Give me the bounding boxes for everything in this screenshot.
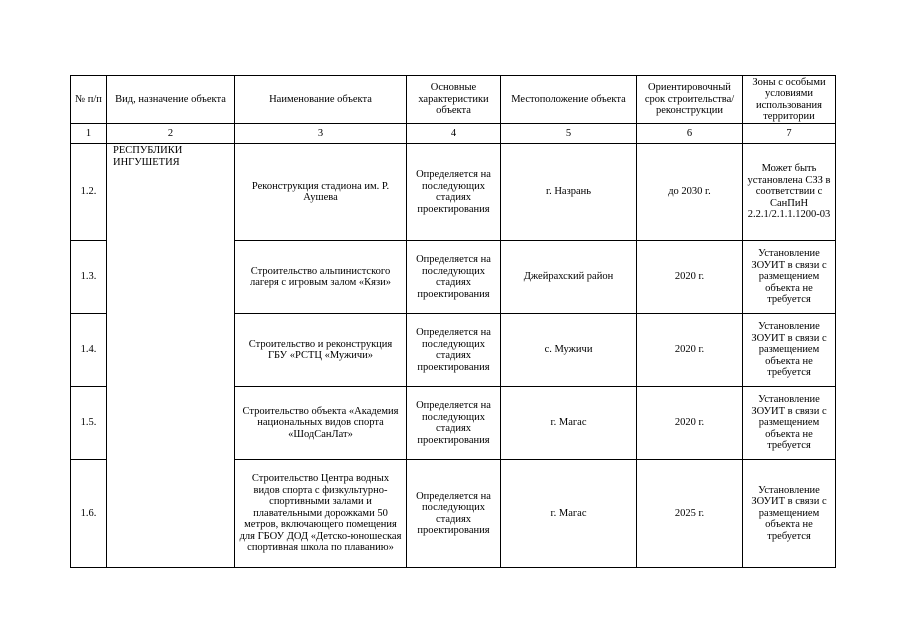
object-name: Строительство объекта «Академия национальных видов спорта «ШодСанЛат»: [235, 387, 407, 460]
object-zones: Может быть установлена СЗЗ в соответствии с СанПиН 2.2.1/2.1.1.1200-03: [743, 144, 836, 241]
column-number: 5: [501, 124, 637, 144]
column-number: 3: [235, 124, 407, 144]
object-term: 2020 г.: [637, 241, 743, 314]
column-number: 6: [637, 124, 743, 144]
header-term: Ориентировочный срок строительства/ реконструкции: [637, 76, 743, 124]
object-characteristics: Определяется на последующих стадиях проектирования: [407, 387, 501, 460]
object-zones: Установление ЗОУИТ в связи с размещением объекта не требуется: [743, 387, 836, 460]
object-term: 2020 г.: [637, 314, 743, 387]
object-location: г. Магас: [501, 387, 637, 460]
object-characteristics: Определяется на последующих стадиях проектирования: [407, 314, 501, 387]
row-number: 1.4.: [71, 314, 107, 387]
header-location: Местоположение объекта: [501, 76, 637, 124]
column-number-row: [71, 124, 836, 144]
table-row: [71, 144, 836, 241]
object-zones: Установление ЗОУИТ в связи с размещением объекта не требуется: [743, 460, 836, 568]
header-characteristics: Основные характеристики объекта: [407, 76, 501, 124]
object-location: г. Магас: [501, 460, 637, 568]
object-characteristics: Определяется на последующих стадиях проектирования: [407, 144, 501, 241]
object-term: 2025 г.: [637, 460, 743, 568]
object-characteristics: Определяется на последующих стадиях проектирования: [407, 241, 501, 314]
object-location: Джейрахский район: [501, 241, 637, 314]
header-num: № п/п: [71, 76, 107, 124]
row-number: 1.2.: [71, 144, 107, 241]
object-term: до 2030 г.: [637, 144, 743, 241]
object-term: 2020 г.: [637, 387, 743, 460]
column-number: 7: [743, 124, 836, 144]
object-name: Строительство альпинистского лагеря с игровым залом «Кязи»: [235, 241, 407, 314]
object-zones: Установление ЗОУИТ в связи с размещением объекта не требуется: [743, 241, 836, 314]
column-number: 1: [71, 124, 107, 144]
column-number: 4: [407, 124, 501, 144]
header-name: Наименование объекта: [235, 76, 407, 124]
object-location: г. Назрань: [501, 144, 637, 241]
row-number: 1.6.: [71, 460, 107, 568]
row-number: 1.3.: [71, 241, 107, 314]
object-zones: Установление ЗОУИТ в связи с размещением объекта не требуется: [743, 314, 836, 387]
object-type-cell: РЕСПУБЛИКИ ИНГУШЕТИЯ: [107, 144, 235, 568]
header-row: [71, 76, 836, 124]
row-number: 1.5.: [71, 387, 107, 460]
object-name: Строительство и реконструкция ГБУ «РСТЦ «Мужичи»: [235, 314, 407, 387]
column-number: 2: [107, 124, 235, 144]
object-location: с. Мужичи: [501, 314, 637, 387]
object-name: Строительство Центра водных видов спорта с физкультурно-спортивными залами и плавательными дорожками 50 метров, включающего помещения для ГБОУ ДОД «Детско-юношеская спортивная школа по плаванию»: [235, 460, 407, 568]
header-zones: Зоны с особыми условиями использования территории: [743, 76, 836, 124]
objects-table: [70, 75, 836, 568]
header-type: Вид, назначение объекта: [107, 76, 235, 124]
object-characteristics: Определяется на последующих стадиях проектирования: [407, 460, 501, 568]
object-name: Реконструкция стадиона им. Р. Аушева: [235, 144, 407, 241]
